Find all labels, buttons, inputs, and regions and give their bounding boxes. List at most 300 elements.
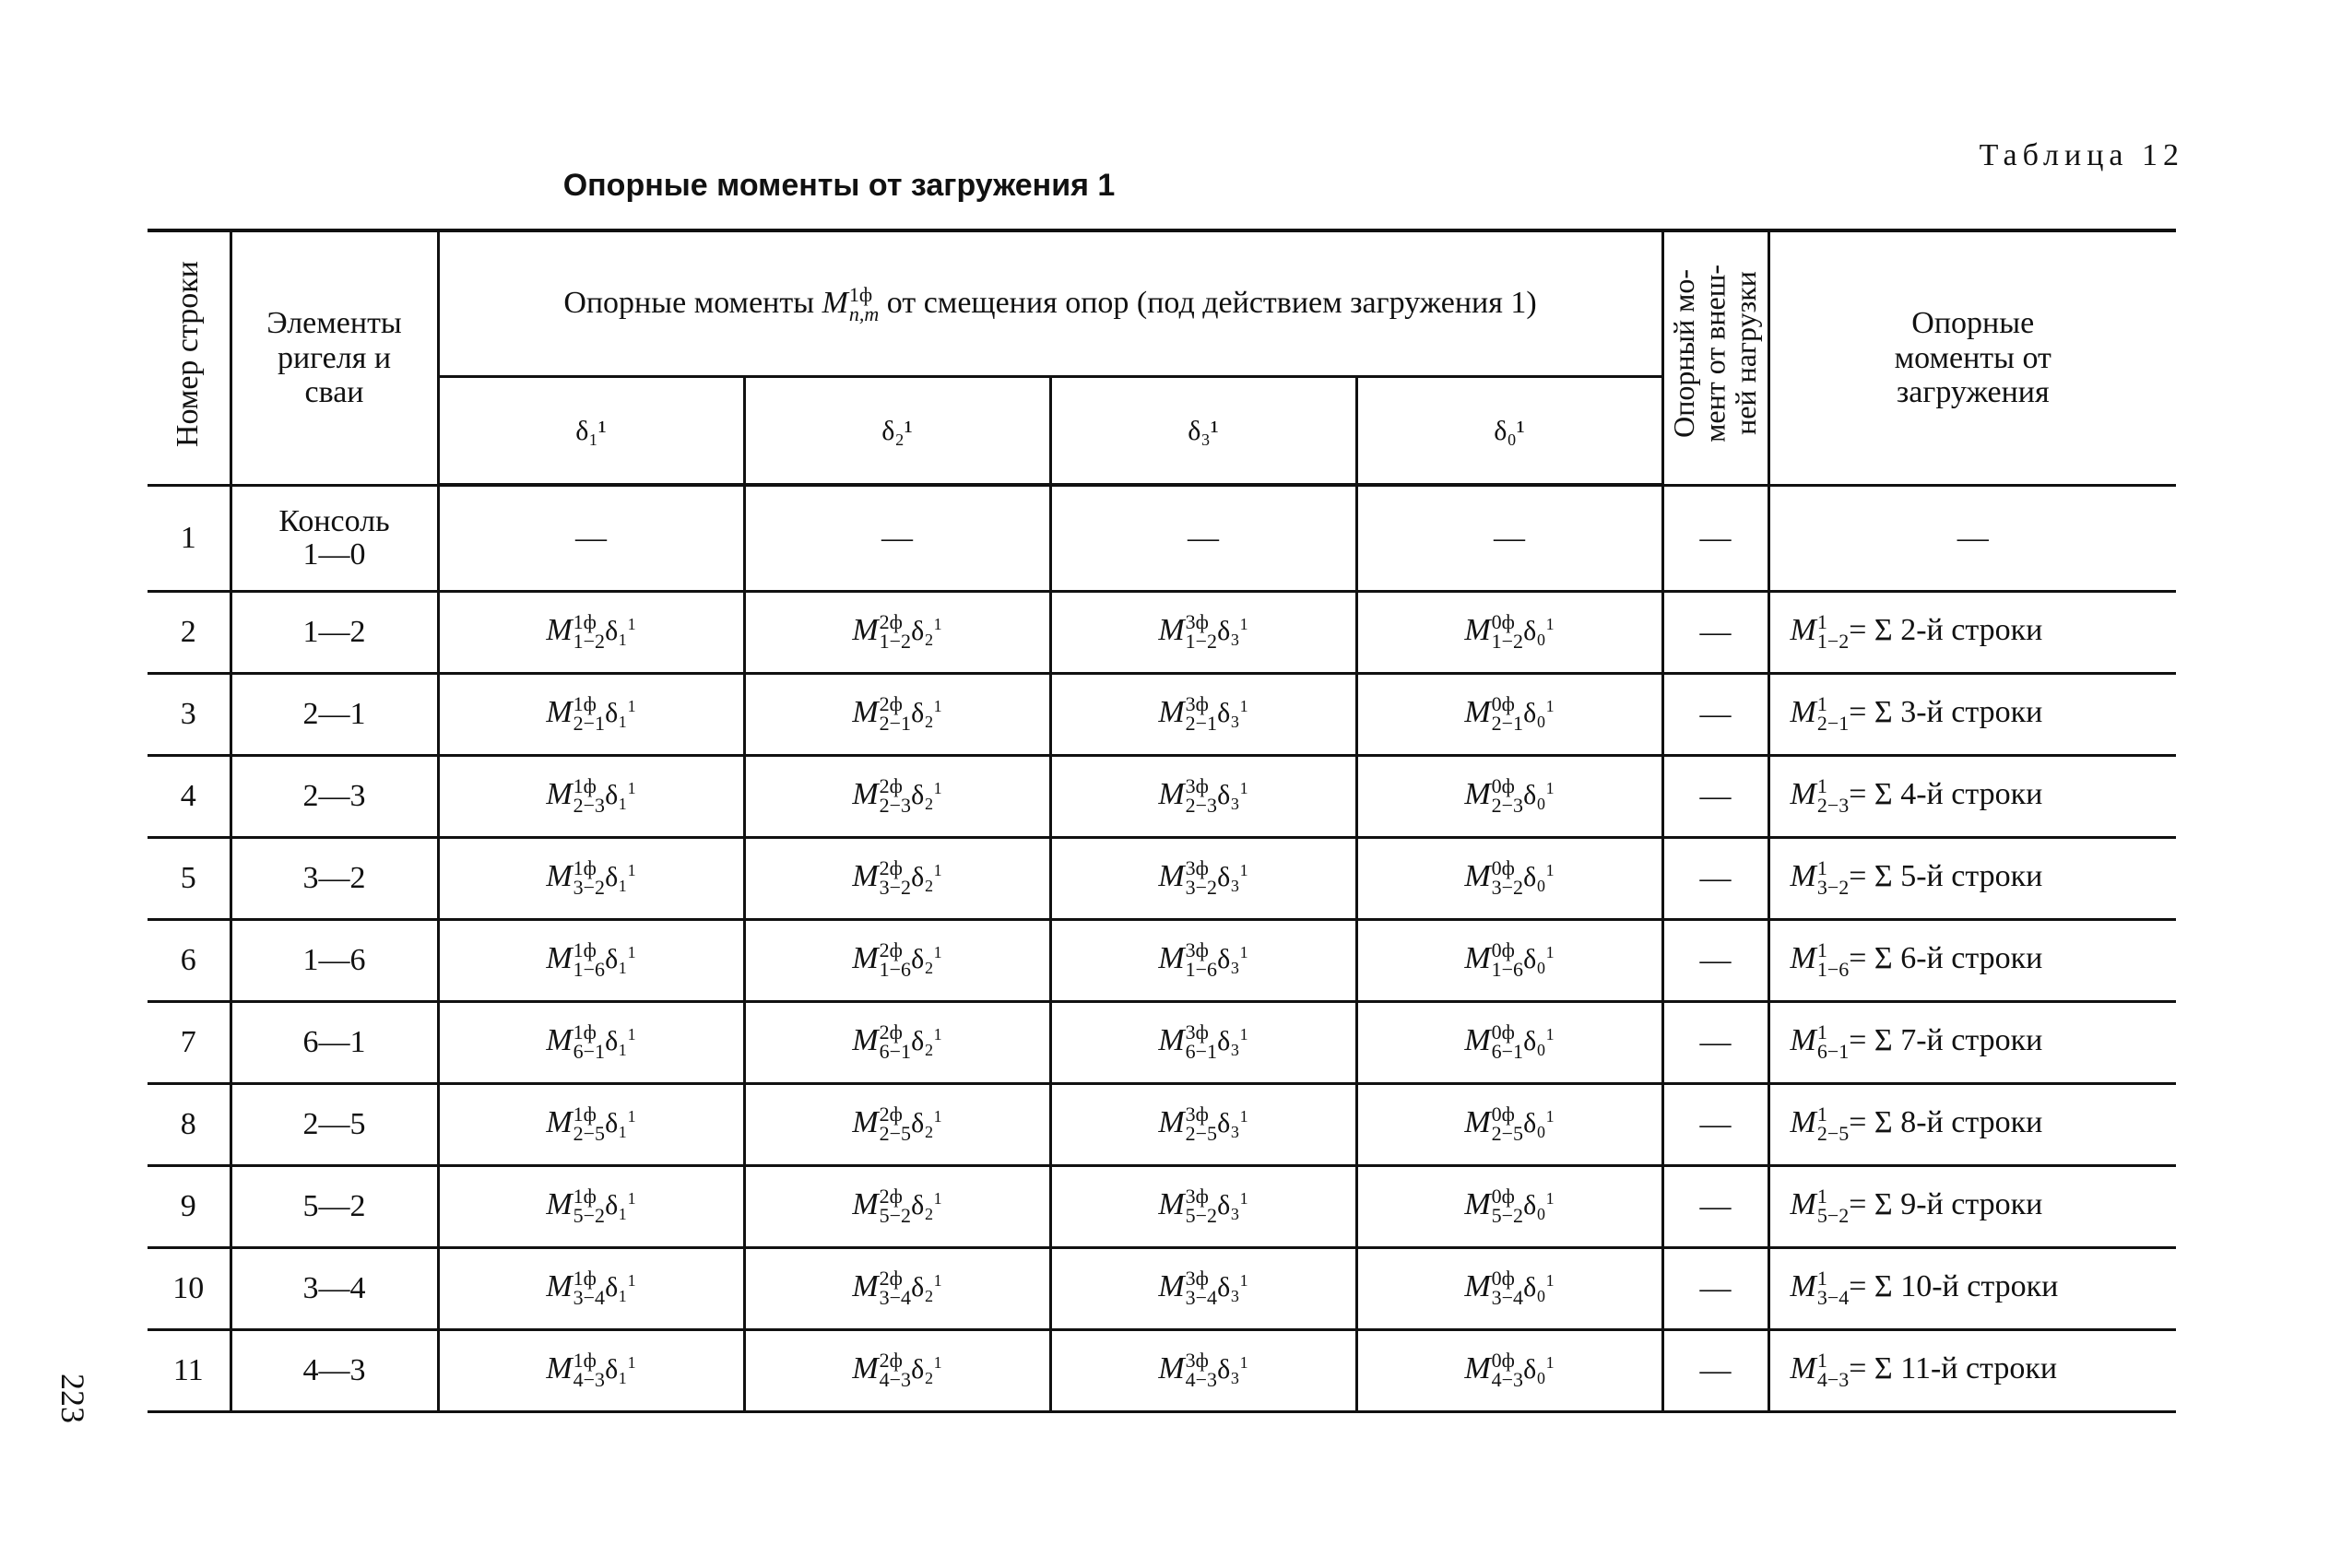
delta-symbol: δ₂ bbox=[911, 779, 934, 810]
delta-superscript: 1 bbox=[933, 1270, 942, 1290]
delta-superscript: 1 bbox=[1545, 614, 1555, 633]
moment-cell bbox=[1356, 838, 1662, 920]
subscript: 4−3 bbox=[1816, 1368, 1850, 1392]
subscript: 2−3 bbox=[879, 794, 912, 818]
moment-cell bbox=[1356, 674, 1662, 756]
delta-symbol: δ₂ bbox=[911, 943, 934, 974]
external-moment-cell: — bbox=[1662, 838, 1768, 920]
moment-cell bbox=[438, 1330, 744, 1412]
table-row bbox=[148, 1002, 2176, 1084]
moment-symbol: M bbox=[546, 776, 573, 811]
moment-cell bbox=[1050, 1002, 1356, 1084]
result-sum-text: = Σ 10-й строки bbox=[1849, 1268, 2059, 1303]
delta-factor bbox=[605, 1272, 636, 1303]
sup-sub bbox=[879, 1020, 912, 1064]
external-moment-cell: — bbox=[1662, 756, 1768, 838]
subscript: 2−5 bbox=[1185, 1122, 1218, 1146]
row-number-cell: 2 bbox=[148, 592, 231, 674]
moment-symbol: M bbox=[1158, 1268, 1185, 1303]
sup-sub bbox=[573, 856, 606, 900]
element-cell: 1—6 bbox=[231, 920, 438, 1002]
moment-cell bbox=[1356, 1002, 1662, 1084]
delta-superscript: 1 bbox=[1239, 1352, 1248, 1372]
superscript: 1ф bbox=[573, 1267, 597, 1291]
moment-symbol: M bbox=[1790, 940, 1816, 975]
moment-symbol: M bbox=[1464, 694, 1491, 729]
external-moment-cell: — bbox=[1662, 1084, 1768, 1166]
sup-sub bbox=[1492, 1351, 1523, 1390]
superscript: 3ф bbox=[1185, 1102, 1209, 1126]
table-row bbox=[148, 920, 2176, 1002]
sup-sub bbox=[1491, 774, 1524, 818]
delta-factor bbox=[1523, 1026, 1555, 1056]
delta-superscript: 1 bbox=[627, 860, 636, 879]
moment-symbol: M bbox=[852, 1104, 879, 1139]
delta-symbol: δ₁ bbox=[605, 1189, 628, 1220]
row-number-cell: 6 bbox=[148, 920, 231, 1002]
moment-symbol: M bbox=[546, 940, 573, 975]
sup-sub bbox=[573, 1020, 606, 1064]
moment-cell bbox=[1050, 674, 1356, 756]
delta-superscript: 1 bbox=[627, 1106, 636, 1126]
result-sum-text: = Σ 4-й строки bbox=[1849, 776, 2043, 811]
moment-cell bbox=[438, 1002, 744, 1084]
delta-symbol: δ₀ bbox=[1523, 615, 1546, 646]
row-number-cell: 9 bbox=[148, 1166, 231, 1248]
delta-superscript: 1 bbox=[627, 942, 636, 961]
subscript: 2−1 bbox=[879, 712, 912, 736]
delta-factor bbox=[911, 616, 942, 646]
subscript: 2−3 bbox=[573, 794, 606, 818]
sup-sub bbox=[1491, 692, 1524, 736]
element-cell: 3—4 bbox=[231, 1248, 438, 1330]
header-row-number: Номер строки bbox=[148, 230, 231, 485]
result-cell bbox=[1768, 1248, 2176, 1330]
subscript: 5−2 bbox=[573, 1204, 606, 1228]
delta-factor bbox=[1217, 1026, 1248, 1056]
sup-sub bbox=[1816, 692, 1850, 736]
moment-cell bbox=[1050, 1084, 1356, 1166]
delta-superscript: 1 bbox=[627, 1352, 636, 1372]
delta-superscript: 1 bbox=[1545, 1024, 1555, 1043]
table-row bbox=[148, 1084, 2176, 1166]
external-moment-cell: — bbox=[1662, 1330, 1768, 1412]
subscript: 1−2 bbox=[1816, 630, 1850, 654]
row-number-cell: 3 bbox=[148, 674, 231, 756]
subscript: 2−1 bbox=[1185, 712, 1218, 736]
moment-symbol: M bbox=[546, 612, 573, 647]
sup-sub bbox=[879, 692, 912, 736]
delta-superscript: 1 bbox=[1545, 1106, 1555, 1126]
delta-factor bbox=[1523, 1272, 1555, 1303]
superscript: 2ф bbox=[879, 1102, 903, 1126]
delta-factor bbox=[605, 1354, 636, 1385]
sup-sub bbox=[879, 774, 912, 818]
superscript: 2ф bbox=[879, 1020, 903, 1044]
superscript: 1ф bbox=[573, 1020, 597, 1044]
moment-symbol: M bbox=[1790, 1022, 1816, 1057]
external-moment-cell: — bbox=[1662, 485, 1768, 592]
subscript: 6−1 bbox=[573, 1040, 606, 1064]
table-number-label: Таблица 12 bbox=[1979, 138, 2184, 172]
moment-cell bbox=[1356, 756, 1662, 838]
delta-superscript: 1 bbox=[1545, 1352, 1555, 1372]
moment-symbol: M bbox=[852, 1268, 879, 1303]
subscript: 3−2 bbox=[1491, 876, 1524, 900]
moment-cell bbox=[438, 592, 744, 674]
moment-symbol: M bbox=[1464, 858, 1491, 893]
sup-sub bbox=[1185, 1102, 1218, 1146]
superscript: 0ф bbox=[1491, 774, 1515, 798]
sup-sub bbox=[1185, 692, 1218, 736]
delta-factor bbox=[1523, 862, 1555, 892]
subscript: 2−5 bbox=[573, 1122, 606, 1146]
delta-superscript: 1 bbox=[933, 778, 942, 797]
subscript: 2−5 bbox=[879, 1122, 912, 1146]
moment-symbol: M bbox=[1158, 694, 1185, 729]
moment-symbol: M bbox=[1790, 1350, 1816, 1385]
moment-symbol: M bbox=[1158, 776, 1185, 811]
table-row bbox=[148, 756, 2176, 838]
header-delta-1: δ₁¹ bbox=[438, 376, 744, 485]
superscript: 1ф bbox=[573, 1102, 597, 1126]
moment-symbol: M bbox=[852, 858, 879, 893]
delta-symbol: δ₀ bbox=[1523, 779, 1546, 810]
delta-factor bbox=[1523, 1190, 1555, 1220]
delta-symbol: δ₃ bbox=[1217, 1025, 1240, 1056]
moment-cell bbox=[744, 1002, 1050, 1084]
row-number-cell: 10 bbox=[148, 1248, 231, 1330]
moment-symbol: M bbox=[1790, 694, 1816, 729]
moment-cell bbox=[1050, 838, 1356, 920]
superscript: 1 bbox=[1816, 1020, 1827, 1044]
sup-sub bbox=[879, 938, 912, 982]
moment-symbol: M bbox=[852, 1022, 879, 1057]
external-moment-cell: — bbox=[1662, 1166, 1768, 1248]
sup-sub bbox=[573, 938, 606, 982]
header-delta-0: δ₀¹ bbox=[1356, 376, 1662, 485]
delta-superscript: 1 bbox=[627, 1270, 636, 1290]
delta-superscript: 1 bbox=[1545, 1188, 1555, 1208]
delta-symbol: δ₃ bbox=[1217, 861, 1240, 892]
sup-sub bbox=[573, 610, 606, 654]
superscript: 3ф bbox=[1185, 1349, 1209, 1373]
moment-cell bbox=[1356, 1248, 1662, 1330]
delta-superscript: 1 bbox=[627, 1024, 636, 1043]
sup-sub bbox=[1816, 610, 1850, 654]
subscript: 3−2 bbox=[573, 876, 606, 900]
delta-superscript: 1 bbox=[1239, 1270, 1248, 1290]
delta-symbol: δ₁ bbox=[605, 861, 628, 892]
delta-superscript: 1 bbox=[1545, 778, 1555, 797]
superscript: 2ф bbox=[879, 1267, 903, 1291]
delta-factor bbox=[605, 944, 636, 974]
element-cell: 2—1 bbox=[231, 674, 438, 756]
moment-symbol: M bbox=[1790, 612, 1816, 647]
delta-factor bbox=[1523, 616, 1555, 646]
subscript: 6−1 bbox=[879, 1040, 912, 1064]
superscript: 2ф bbox=[879, 938, 903, 962]
sup-sub bbox=[1816, 856, 1850, 900]
subscript: 1−6 bbox=[573, 958, 606, 982]
superscript: 2ф bbox=[879, 774, 903, 798]
delta-factor bbox=[911, 698, 942, 728]
subscript: 1−6 bbox=[1816, 958, 1850, 982]
delta-symbol: δ₀ bbox=[1523, 1189, 1546, 1220]
sup-sub bbox=[573, 1351, 605, 1390]
sup-sub bbox=[1186, 1351, 1217, 1390]
moment-symbol: M bbox=[1464, 1022, 1491, 1057]
delta-factor bbox=[605, 616, 636, 646]
subscript: 3−2 bbox=[1816, 876, 1850, 900]
superscript: 0ф bbox=[1491, 692, 1515, 716]
result-cell: — bbox=[1768, 485, 2176, 592]
sup-sub bbox=[1185, 938, 1218, 982]
subscript: 6−1 bbox=[1185, 1040, 1218, 1064]
superscript: 3ф bbox=[1185, 1185, 1209, 1208]
delta-symbol: δ₃ bbox=[1217, 697, 1240, 728]
moment-symbol: M bbox=[852, 612, 879, 647]
result-cell bbox=[1768, 1084, 2176, 1166]
sup-sub bbox=[1491, 1020, 1524, 1064]
superscript: 1 bbox=[1816, 1349, 1827, 1373]
moment-symbol: M bbox=[1158, 1350, 1185, 1385]
subscript: 1−2 bbox=[1185, 630, 1218, 654]
delta-factor bbox=[605, 1190, 636, 1220]
element-cell: 4—3 bbox=[231, 1330, 438, 1412]
page-number: 223 bbox=[54, 1373, 91, 1423]
row-number-cell: 4 bbox=[148, 756, 231, 838]
external-moment-cell: — bbox=[1662, 674, 1768, 756]
subscript: 4−3 bbox=[879, 1368, 912, 1392]
subscript: 2−1 bbox=[1816, 712, 1850, 736]
moment-symbol: M bbox=[1464, 1104, 1491, 1139]
superscript: 1 bbox=[1816, 856, 1827, 880]
result-sum-text: = Σ 7-й строки bbox=[1849, 1022, 2043, 1057]
moment-symbol: M bbox=[1158, 612, 1185, 647]
moment-cell bbox=[1050, 1166, 1356, 1248]
result-sum-text: = Σ 6-й строки bbox=[1849, 940, 2043, 975]
superscript: 3ф bbox=[1185, 1020, 1209, 1044]
moment-symbol: M bbox=[546, 858, 573, 893]
superscript: 1 bbox=[1816, 692, 1827, 716]
subscript: 1−2 bbox=[879, 630, 912, 654]
delta-superscript: 1 bbox=[1545, 1270, 1555, 1290]
result-cell bbox=[1768, 674, 2176, 756]
subscript: 3−4 bbox=[1185, 1286, 1218, 1310]
moment-cell bbox=[1356, 1330, 1662, 1412]
delta-superscript: 1 bbox=[627, 778, 636, 797]
subscript: 4−3 bbox=[1185, 1368, 1218, 1392]
external-moment-cell: — bbox=[1662, 1248, 1768, 1330]
delta-factor bbox=[1217, 1108, 1248, 1138]
row-number-cell: 8 bbox=[148, 1084, 231, 1166]
delta-symbol: δ₁ bbox=[605, 779, 628, 810]
moments-table bbox=[148, 229, 2176, 1413]
element-cell: Консоль 1—0 bbox=[231, 485, 438, 592]
delta-factor bbox=[911, 862, 942, 892]
superscript: 3ф bbox=[1185, 774, 1209, 798]
superscript: 1ф bbox=[573, 1185, 597, 1208]
superscript: 1 bbox=[1816, 610, 1827, 634]
superscript: 0ф bbox=[1491, 1349, 1515, 1373]
sup-sub bbox=[1816, 774, 1850, 818]
moment-cell bbox=[438, 1084, 744, 1166]
delta-superscript: 1 bbox=[933, 860, 942, 879]
sup-sub bbox=[1491, 610, 1524, 654]
delta-symbol: δ₂ bbox=[911, 697, 934, 728]
moment-cell bbox=[438, 756, 744, 838]
table-row bbox=[148, 1166, 2176, 1248]
header-result-moments: Опорные моменты от загружения bbox=[1768, 230, 2176, 485]
sup-sub bbox=[879, 610, 912, 654]
moment-symbol: M bbox=[1790, 1268, 1816, 1303]
row-number-cell: 5 bbox=[148, 838, 231, 920]
delta-symbol: δ₁ bbox=[605, 1107, 628, 1138]
sup-sub bbox=[1186, 1269, 1217, 1308]
sup-sub bbox=[573, 1269, 605, 1308]
header-external-load-moment: Опорный мо- мент от внеш- ней нагрузки bbox=[1662, 230, 1768, 485]
delta-superscript: 1 bbox=[933, 1106, 942, 1126]
header-delta-2: δ₂¹ bbox=[744, 376, 1050, 485]
result-sum-text: = Σ 11-й строки bbox=[1849, 1350, 2058, 1385]
delta-symbol: δ₃ bbox=[1217, 1353, 1240, 1385]
element-cell: 1—2 bbox=[231, 592, 438, 674]
moment-cell bbox=[1050, 920, 1356, 1002]
delta-symbol: δ₀ bbox=[1523, 943, 1546, 974]
delta-superscript: 1 bbox=[933, 1352, 942, 1372]
superscript: 3ф bbox=[1185, 692, 1209, 716]
delta-superscript: 1 bbox=[1239, 942, 1248, 961]
superscript: 0ф bbox=[1491, 1020, 1515, 1044]
delta-symbol: δ₃ bbox=[1217, 779, 1240, 810]
superscript: 1ф bbox=[573, 692, 597, 716]
subscript: 1−6 bbox=[1185, 958, 1218, 982]
sup-sub bbox=[573, 774, 606, 818]
delta-symbol: δ₂ bbox=[911, 861, 934, 892]
delta-superscript: 1 bbox=[1239, 1106, 1248, 1126]
sup-sub bbox=[1816, 1102, 1850, 1146]
sup-sub bbox=[1492, 1269, 1523, 1308]
sup-sub bbox=[1816, 938, 1850, 982]
sup-sub bbox=[1185, 774, 1218, 818]
moment-cell: — bbox=[1050, 485, 1356, 592]
delta-superscript: 1 bbox=[933, 614, 942, 633]
superscript: 2ф bbox=[879, 1349, 903, 1373]
table-row bbox=[148, 1330, 2176, 1412]
subscript: 3−4 bbox=[1491, 1286, 1524, 1310]
subscript: 1−2 bbox=[1491, 630, 1524, 654]
superscript: 1 bbox=[1816, 1102, 1827, 1126]
delta-factor bbox=[605, 862, 636, 892]
result-sum-text: = Σ 8-й строки bbox=[1849, 1104, 2043, 1139]
sup-sub bbox=[1816, 1020, 1850, 1064]
delta-factor bbox=[1523, 1354, 1555, 1385]
element-cell: 2—5 bbox=[231, 1084, 438, 1166]
delta-symbol: δ₀ bbox=[1523, 1107, 1546, 1138]
delta-factor bbox=[911, 1108, 942, 1138]
table-title: Опорные моменты от загружения 1 bbox=[562, 168, 1116, 203]
superscript: 0ф bbox=[1491, 938, 1515, 962]
delta-symbol: δ₀ bbox=[1523, 1025, 1546, 1056]
row-number-cell: 7 bbox=[148, 1002, 231, 1084]
delta-symbol: δ₂ bbox=[911, 1189, 934, 1220]
moment-cell bbox=[1050, 756, 1356, 838]
result-cell bbox=[1768, 756, 2176, 838]
delta-superscript: 1 bbox=[627, 696, 636, 715]
delta-factor bbox=[605, 698, 636, 728]
delta-superscript: 1 bbox=[1239, 696, 1248, 715]
delta-superscript: 1 bbox=[1545, 860, 1555, 879]
header-elements: Элементы ригеля и сваи bbox=[231, 230, 438, 485]
subscript: 3−4 bbox=[573, 1286, 606, 1310]
delta-factor bbox=[605, 1026, 636, 1056]
subscript: 2−5 bbox=[1816, 1122, 1850, 1146]
superscript: 3ф bbox=[1185, 856, 1209, 880]
delta-symbol: δ₁ bbox=[605, 1271, 628, 1303]
sup-sub bbox=[880, 1269, 911, 1308]
delta-symbol: δ₀ bbox=[1523, 697, 1546, 728]
sup-sub bbox=[1185, 610, 1218, 654]
moment-cell bbox=[744, 1084, 1050, 1166]
moment-symbol: M bbox=[546, 694, 573, 729]
delta-factor bbox=[1217, 698, 1248, 728]
delta-superscript: 1 bbox=[933, 696, 942, 715]
moment-cell bbox=[438, 674, 744, 756]
delta-symbol: δ₂ bbox=[911, 1025, 934, 1056]
delta-superscript: 1 bbox=[1239, 778, 1248, 797]
moment-cell bbox=[1356, 1166, 1662, 1248]
delta-factor bbox=[1523, 698, 1555, 728]
subscript: 5−2 bbox=[1491, 1204, 1524, 1228]
delta-symbol: δ₃ bbox=[1217, 1271, 1240, 1303]
sup-sub bbox=[1185, 856, 1218, 900]
sup-sub bbox=[1491, 938, 1524, 982]
row-number-cell: 11 bbox=[148, 1330, 231, 1412]
superscript: 0ф bbox=[1491, 1102, 1515, 1126]
delta-symbol: δ₀ bbox=[1523, 1271, 1546, 1303]
delta-symbol: δ₁ bbox=[605, 1025, 628, 1056]
result-cell bbox=[1768, 1166, 2176, 1248]
sup-sub bbox=[573, 1187, 605, 1226]
sup-sub bbox=[1185, 1020, 1218, 1064]
superscript: 1ф bbox=[573, 1349, 597, 1373]
element-cell: 3—2 bbox=[231, 838, 438, 920]
moment-cell bbox=[1356, 592, 1662, 674]
sup-sub bbox=[879, 1102, 912, 1146]
subscript: 3−4 bbox=[1816, 1286, 1850, 1310]
superscript: 1 bbox=[1816, 1185, 1827, 1208]
subscript: 4−3 bbox=[573, 1368, 606, 1392]
subscript: 6−1 bbox=[1816, 1040, 1850, 1064]
moment-symbol: M bbox=[1158, 1022, 1185, 1057]
delta-factor bbox=[911, 780, 942, 810]
moment-symbol: M bbox=[852, 776, 879, 811]
moment-cell bbox=[1050, 1330, 1356, 1412]
delta-superscript: 1 bbox=[933, 942, 942, 961]
delta-symbol: δ₂ bbox=[911, 1353, 934, 1385]
delta-factor bbox=[911, 1272, 942, 1303]
delta-symbol: δ₃ bbox=[1217, 1189, 1240, 1220]
moment-symbol: M bbox=[1790, 1186, 1816, 1221]
moment-cell bbox=[744, 1330, 1050, 1412]
moment-cell bbox=[438, 838, 744, 920]
delta-factor bbox=[911, 1354, 942, 1385]
sup-sub bbox=[880, 1187, 911, 1226]
table-row bbox=[148, 674, 2176, 756]
table-row bbox=[148, 485, 2176, 592]
delta-symbol: δ₂ bbox=[911, 1271, 934, 1303]
